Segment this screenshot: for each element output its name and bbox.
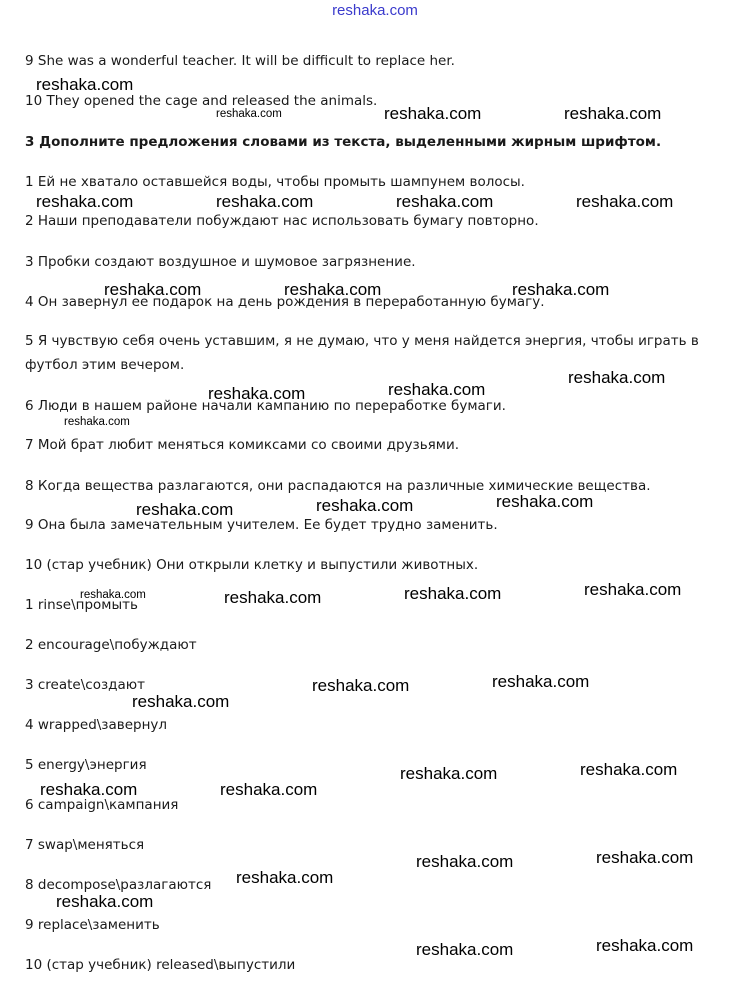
watermark: reshaka.com [284, 280, 382, 299]
watermark: reshaka.com [416, 940, 514, 959]
watermark: reshaka.com [236, 868, 334, 887]
watermark: reshaka.com [40, 780, 138, 799]
watermark: reshaka.com [56, 892, 154, 911]
watermark: reshaka.com [136, 500, 234, 519]
text-line: 1 Ей не хватало оставшейся воды, чтобы промыть шампунем волосы. [25, 174, 525, 190]
text-line: 3 Пробки создают воздушное и шумовое загрязнение. [25, 254, 416, 270]
watermark: reshaka.com [224, 588, 322, 607]
answer-line: 9 replace\заменить [25, 917, 160, 933]
watermark: reshaka.com [416, 852, 514, 871]
text-line: 7 Мой брат любит меняться комиксами со своими друзьями. [25, 437, 460, 453]
answer-line: 2 encourage\побуждают [25, 637, 197, 653]
answer-line: 6 campaign\кампания [25, 797, 179, 813]
watermark: reshaka.com [36, 192, 134, 211]
watermark: reshaka.com [576, 192, 674, 211]
answer-line: 4 wrapped\завернул [25, 717, 168, 733]
answer-line: 7 swap\меняться [25, 837, 145, 853]
watermark: reshaka.com [400, 764, 498, 783]
answer-line: 1 rinse\промыть [25, 597, 138, 613]
answer-line: 10 (стар учебник) released\выпустили [25, 957, 296, 973]
text-line: 10 (стар учебник) Они открыли клетку и выпустили животных. [25, 557, 479, 573]
watermark: reshaka.com [396, 192, 494, 211]
watermark: reshaka.com [312, 676, 410, 695]
text-line: 9 Она была замечательным учителем. Ее будет трудно заменить. [25, 517, 498, 533]
section-heading: 3 Дополните предложения словами из текста, выделенными жирным шрифтом. [25, 134, 662, 150]
watermark-small: reshaka.com [216, 108, 282, 120]
watermark: reshaka.com [564, 104, 662, 123]
watermark: reshaka.com [512, 280, 610, 299]
watermark: reshaka.com [384, 104, 482, 123]
text-line: 4 Он завернул ее подарок на день рождения в переработанную бумагу. [25, 294, 545, 310]
watermark: reshaka.com [584, 580, 682, 599]
text-line: 6 Люди в нашем районе начали кампанию по переработке бумаги. [25, 398, 506, 414]
watermark: reshaka.com [220, 780, 318, 799]
watermark: reshaka.com [208, 384, 306, 403]
watermark-small: reshaka.com [80, 589, 146, 601]
text-line: 2 Наши преподаватели побуждают нас использовать бумагу повторно. [25, 213, 539, 229]
watermark: reshaka.com [596, 936, 694, 955]
watermark: reshaka.com [580, 760, 678, 779]
watermark: reshaka.com [132, 692, 230, 711]
text-line: 10 They opened the cage and released the animals. [25, 93, 378, 109]
text-line: 8 Когда вещества разлагаются, они распадаются на различные химические вещества. [25, 478, 651, 494]
site-header-link[interactable]: reshaka.com [332, 2, 418, 19]
watermark: reshaka.com [404, 584, 502, 603]
watermark: reshaka.com [596, 848, 694, 867]
watermark: reshaka.com [104, 280, 202, 299]
watermark: reshaka.com [492, 672, 590, 691]
watermark: reshaka.com [36, 75, 134, 94]
answer-line: 3 create\создают [25, 677, 145, 693]
watermark: reshaka.com [316, 496, 414, 515]
watermark-small: reshaka.com [64, 416, 130, 428]
answer-line: 5 energy\энергия [25, 757, 147, 773]
watermark: reshaka.com [496, 492, 594, 511]
answer-line: 8 decompose\разлагаются [25, 877, 212, 893]
watermark: reshaka.com [568, 368, 666, 387]
text-line: 5 Я чувствую себя очень уставшим, я не думаю, что у меня найдется энергия, чтобы играть в футбол этим вечером. [25, 333, 699, 373]
watermark: reshaka.com [388, 380, 486, 399]
text-line: 9 She was a wonderful teacher. It will be difficult to replace her. [25, 53, 455, 69]
watermark: reshaka.com [216, 192, 314, 211]
